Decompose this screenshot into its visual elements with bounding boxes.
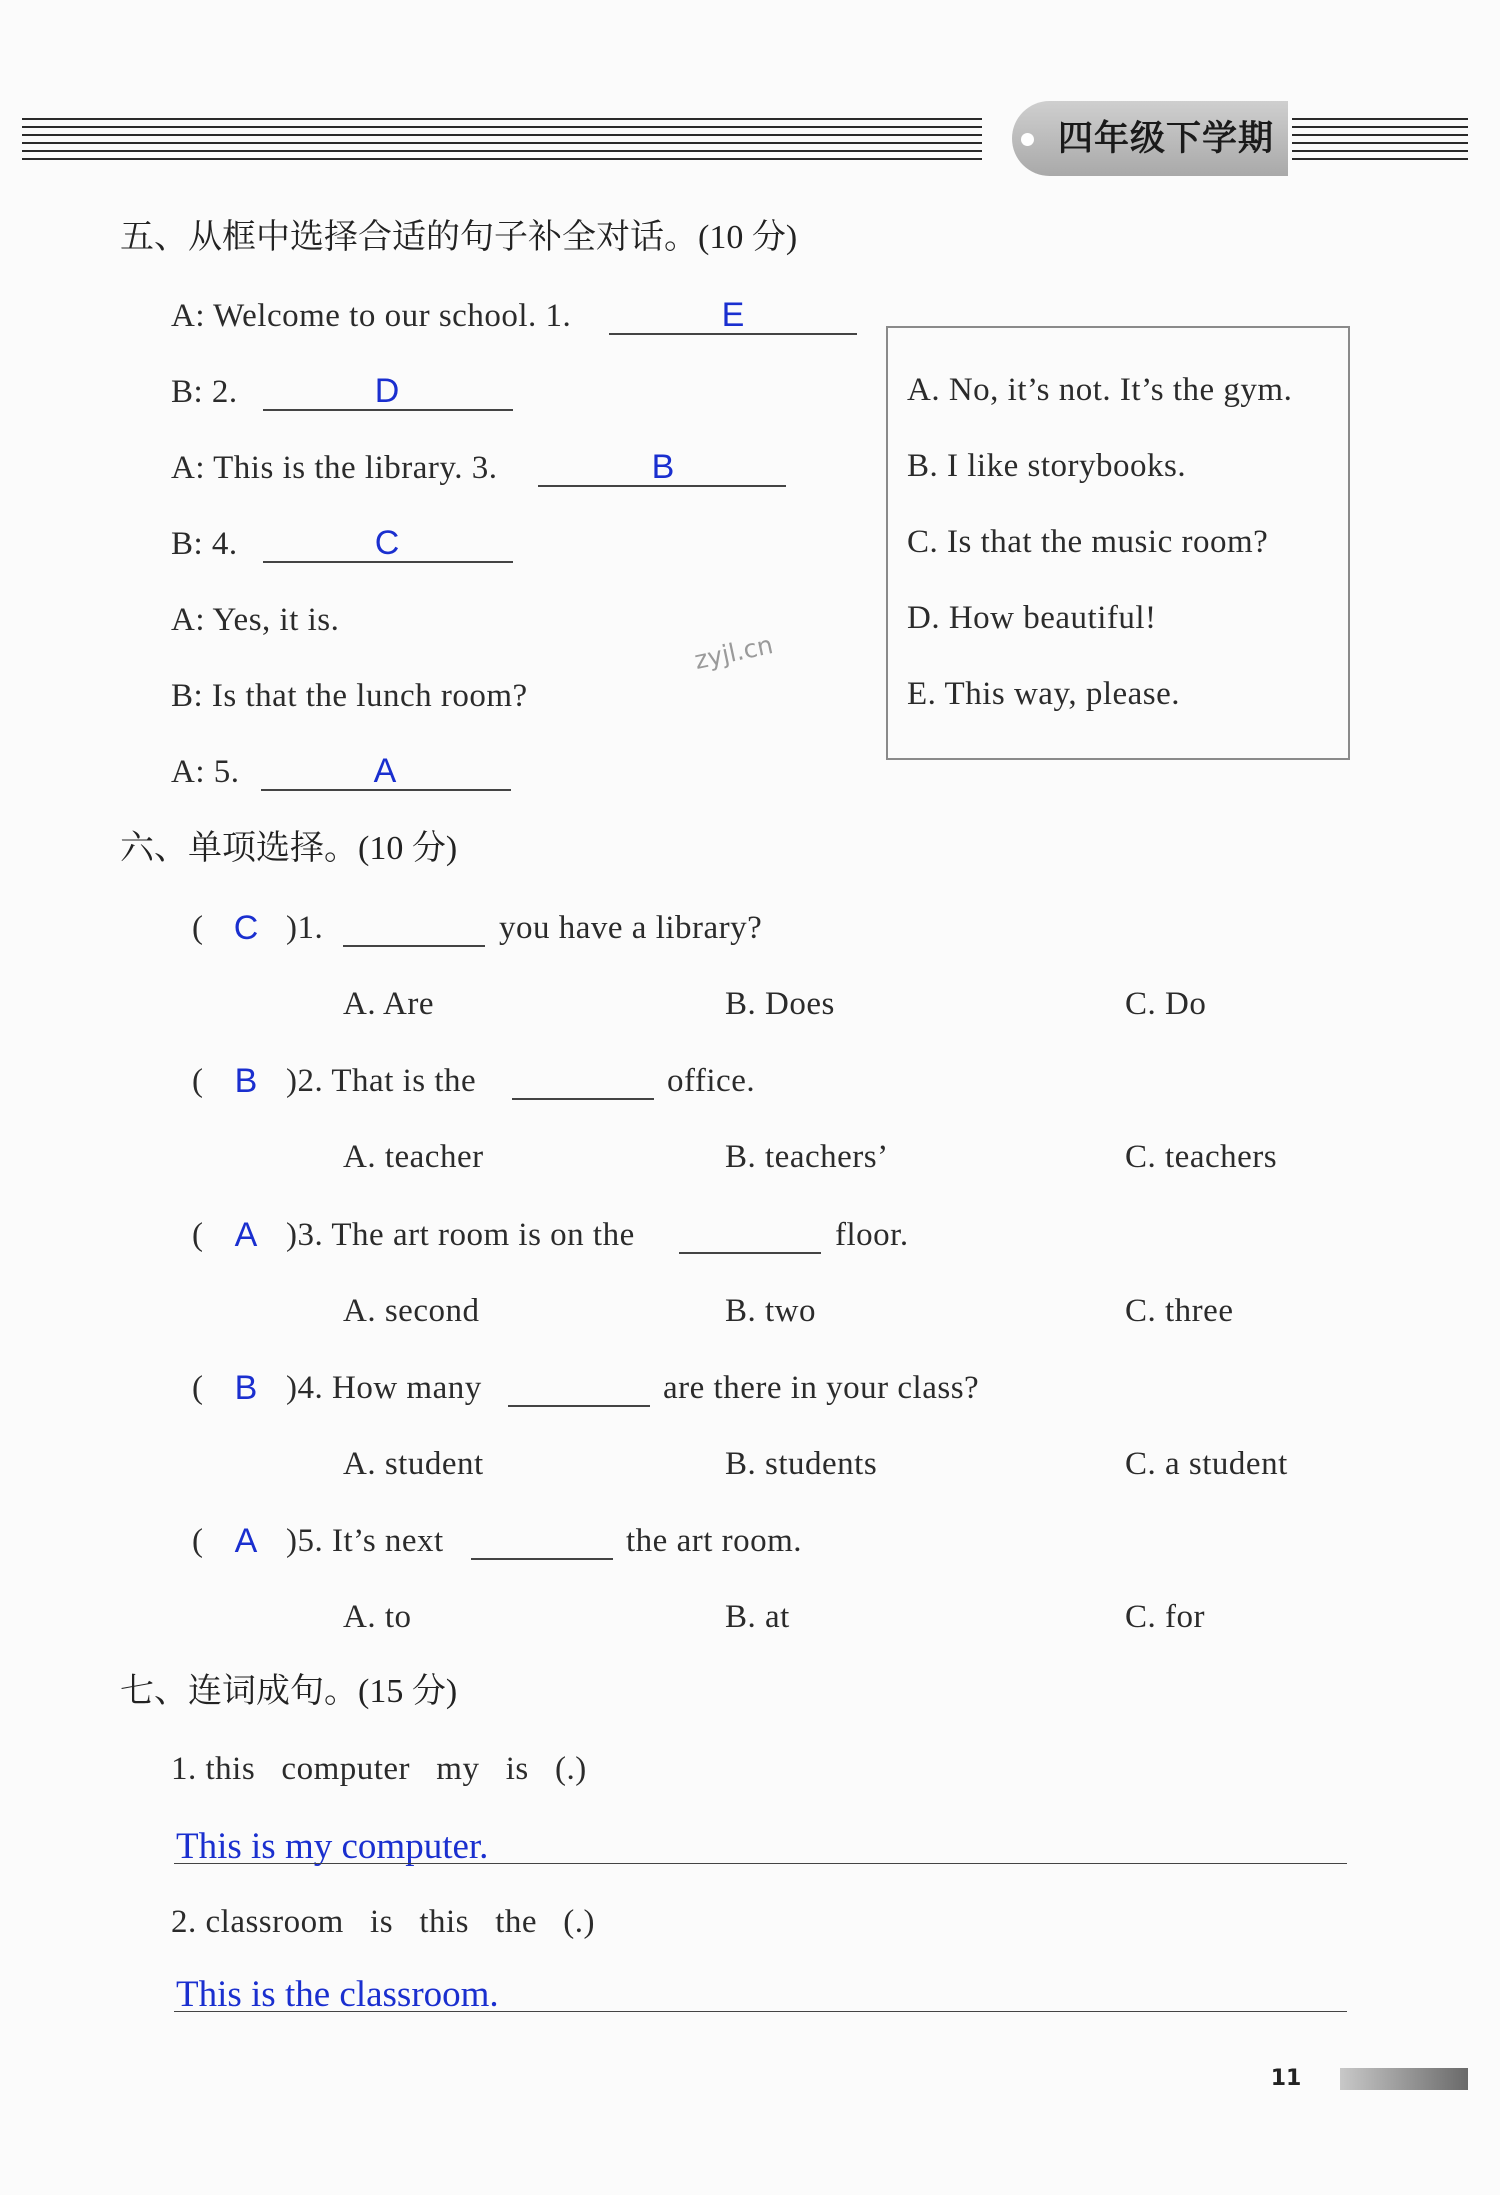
section5-title: 五、从框中选择合适的句子补全对话。 [120, 217, 698, 257]
question-1-blank[interactable] [343, 945, 485, 947]
question-1-open-paren: ( [192, 910, 204, 946]
box-option-d: D. How beautiful! [907, 600, 1157, 636]
question-1-option-b: B. Does [725, 986, 835, 1022]
reorder-prompt-1: 1. this computer my is (.) [171, 1751, 587, 1787]
answer-mark-3: B [651, 448, 675, 486]
question-5-blank[interactable] [471, 1558, 613, 1560]
dialogue-line-5: A: Yes, it is. [171, 602, 340, 638]
answer-mark-2: D [374, 372, 400, 410]
question-2-option-b: B. teachers’ [725, 1139, 889, 1175]
dialogue-line-1: A: Welcome to our school. 1. [171, 298, 572, 334]
question-3-option-c: C. three [1125, 1293, 1234, 1329]
question-3-text: )3. The art room is on the [286, 1217, 635, 1253]
watermark: zyjl.cn [691, 630, 776, 675]
question-4-text-end: are there in your class? [663, 1370, 980, 1406]
bullet-icon [1021, 133, 1034, 146]
box-option-b: B. I like storybooks. [907, 448, 1187, 484]
question-1-text-end: you have a library? [499, 910, 763, 946]
question-1-text: )1. [286, 910, 324, 946]
header-rules-right [1292, 118, 1468, 164]
answer-mark-5: A [373, 752, 397, 790]
question-3-answer: A [234, 1216, 258, 1254]
box-option-a: A. No, it’s not. It’s the gym. [907, 372, 1293, 408]
section6-title: 六、单项选择。 [120, 828, 358, 868]
section6-heading [120, 826, 457, 871]
box-option-e: E. This way, please. [907, 676, 1181, 712]
question-2-answer: B [234, 1062, 258, 1100]
question-5-option-a: A. to [343, 1599, 412, 1635]
answer-mark-1: E [721, 296, 745, 334]
question-3-blank[interactable] [679, 1252, 821, 1254]
section5-score: (10 分) [698, 219, 798, 256]
question-2-open-paren: ( [192, 1063, 204, 1099]
question-2-text: )2. That is the [286, 1063, 477, 1099]
question-5-option-c: C. for [1125, 1599, 1205, 1635]
section7-score: (15 分) [358, 1673, 458, 1710]
grade-badge: 四年级下学期 [1058, 119, 1275, 159]
question-3-text-end: floor. [835, 1217, 909, 1253]
dialogue-line-3: A: This is the library. 3. [171, 450, 498, 486]
question-4-open-paren: ( [192, 1370, 204, 1406]
dialogue-line-7: A: 5. [171, 754, 240, 790]
header-rules-left [22, 118, 982, 164]
question-2-option-a: A. teacher [343, 1139, 484, 1175]
question-2-option-c: C. teachers [1125, 1139, 1278, 1175]
question-3-option-b: B. two [725, 1293, 817, 1329]
dialogue-line-6: B: Is that the lunch room? [171, 678, 528, 714]
question-5-open-paren: ( [192, 1523, 204, 1559]
dialogue-line-4: B: 4. [171, 526, 238, 562]
box-option-c: C. Is that the music room? [907, 524, 1269, 560]
question-5-option-b: B. at [725, 1599, 790, 1635]
question-1-answer: C [233, 909, 259, 947]
question-1-option-a: A. Are [343, 986, 434, 1022]
reorder-answer-line-2[interactable] [174, 2011, 1347, 2012]
question-2-text-end: office. [667, 1063, 756, 1099]
question-4-text: )4. How many [286, 1370, 482, 1406]
reorder-answer-1: This is my computer. [176, 1826, 489, 1867]
question-4-option-a: A. student [343, 1446, 484, 1482]
question-4-option-c: C. a student [1125, 1446, 1288, 1482]
question-4-option-b: B. students [725, 1446, 878, 1482]
question-5-answer: A [234, 1522, 258, 1560]
reorder-answer-2: This is the classroom. [176, 1974, 499, 2015]
section5-heading [120, 215, 797, 260]
question-1-option-c: C. Do [1125, 986, 1207, 1022]
question-4-blank[interactable] [508, 1405, 650, 1407]
page-footer-bar [1340, 2068, 1468, 2090]
reorder-prompt-2: 2. classroom is this the (.) [171, 1904, 596, 1940]
question-3-open-paren: ( [192, 1217, 204, 1253]
question-5-text-end: the art room. [626, 1523, 803, 1559]
reorder-answer-line-1[interactable] [174, 1863, 1347, 1864]
question-5-text: )5. It’s next [286, 1523, 444, 1559]
section6-score: (10 分) [358, 830, 458, 867]
section7-title: 七、连词成句。 [120, 1671, 358, 1711]
question-4-answer: B [234, 1369, 258, 1407]
question-3-option-a: A. second [343, 1293, 480, 1329]
dialogue-line-2: B: 2. [171, 374, 238, 410]
question-2-blank[interactable] [512, 1098, 654, 1100]
page-number: 11 [1270, 2066, 1302, 2091]
answer-mark-4: C [374, 524, 400, 562]
section7-heading [120, 1669, 457, 1714]
